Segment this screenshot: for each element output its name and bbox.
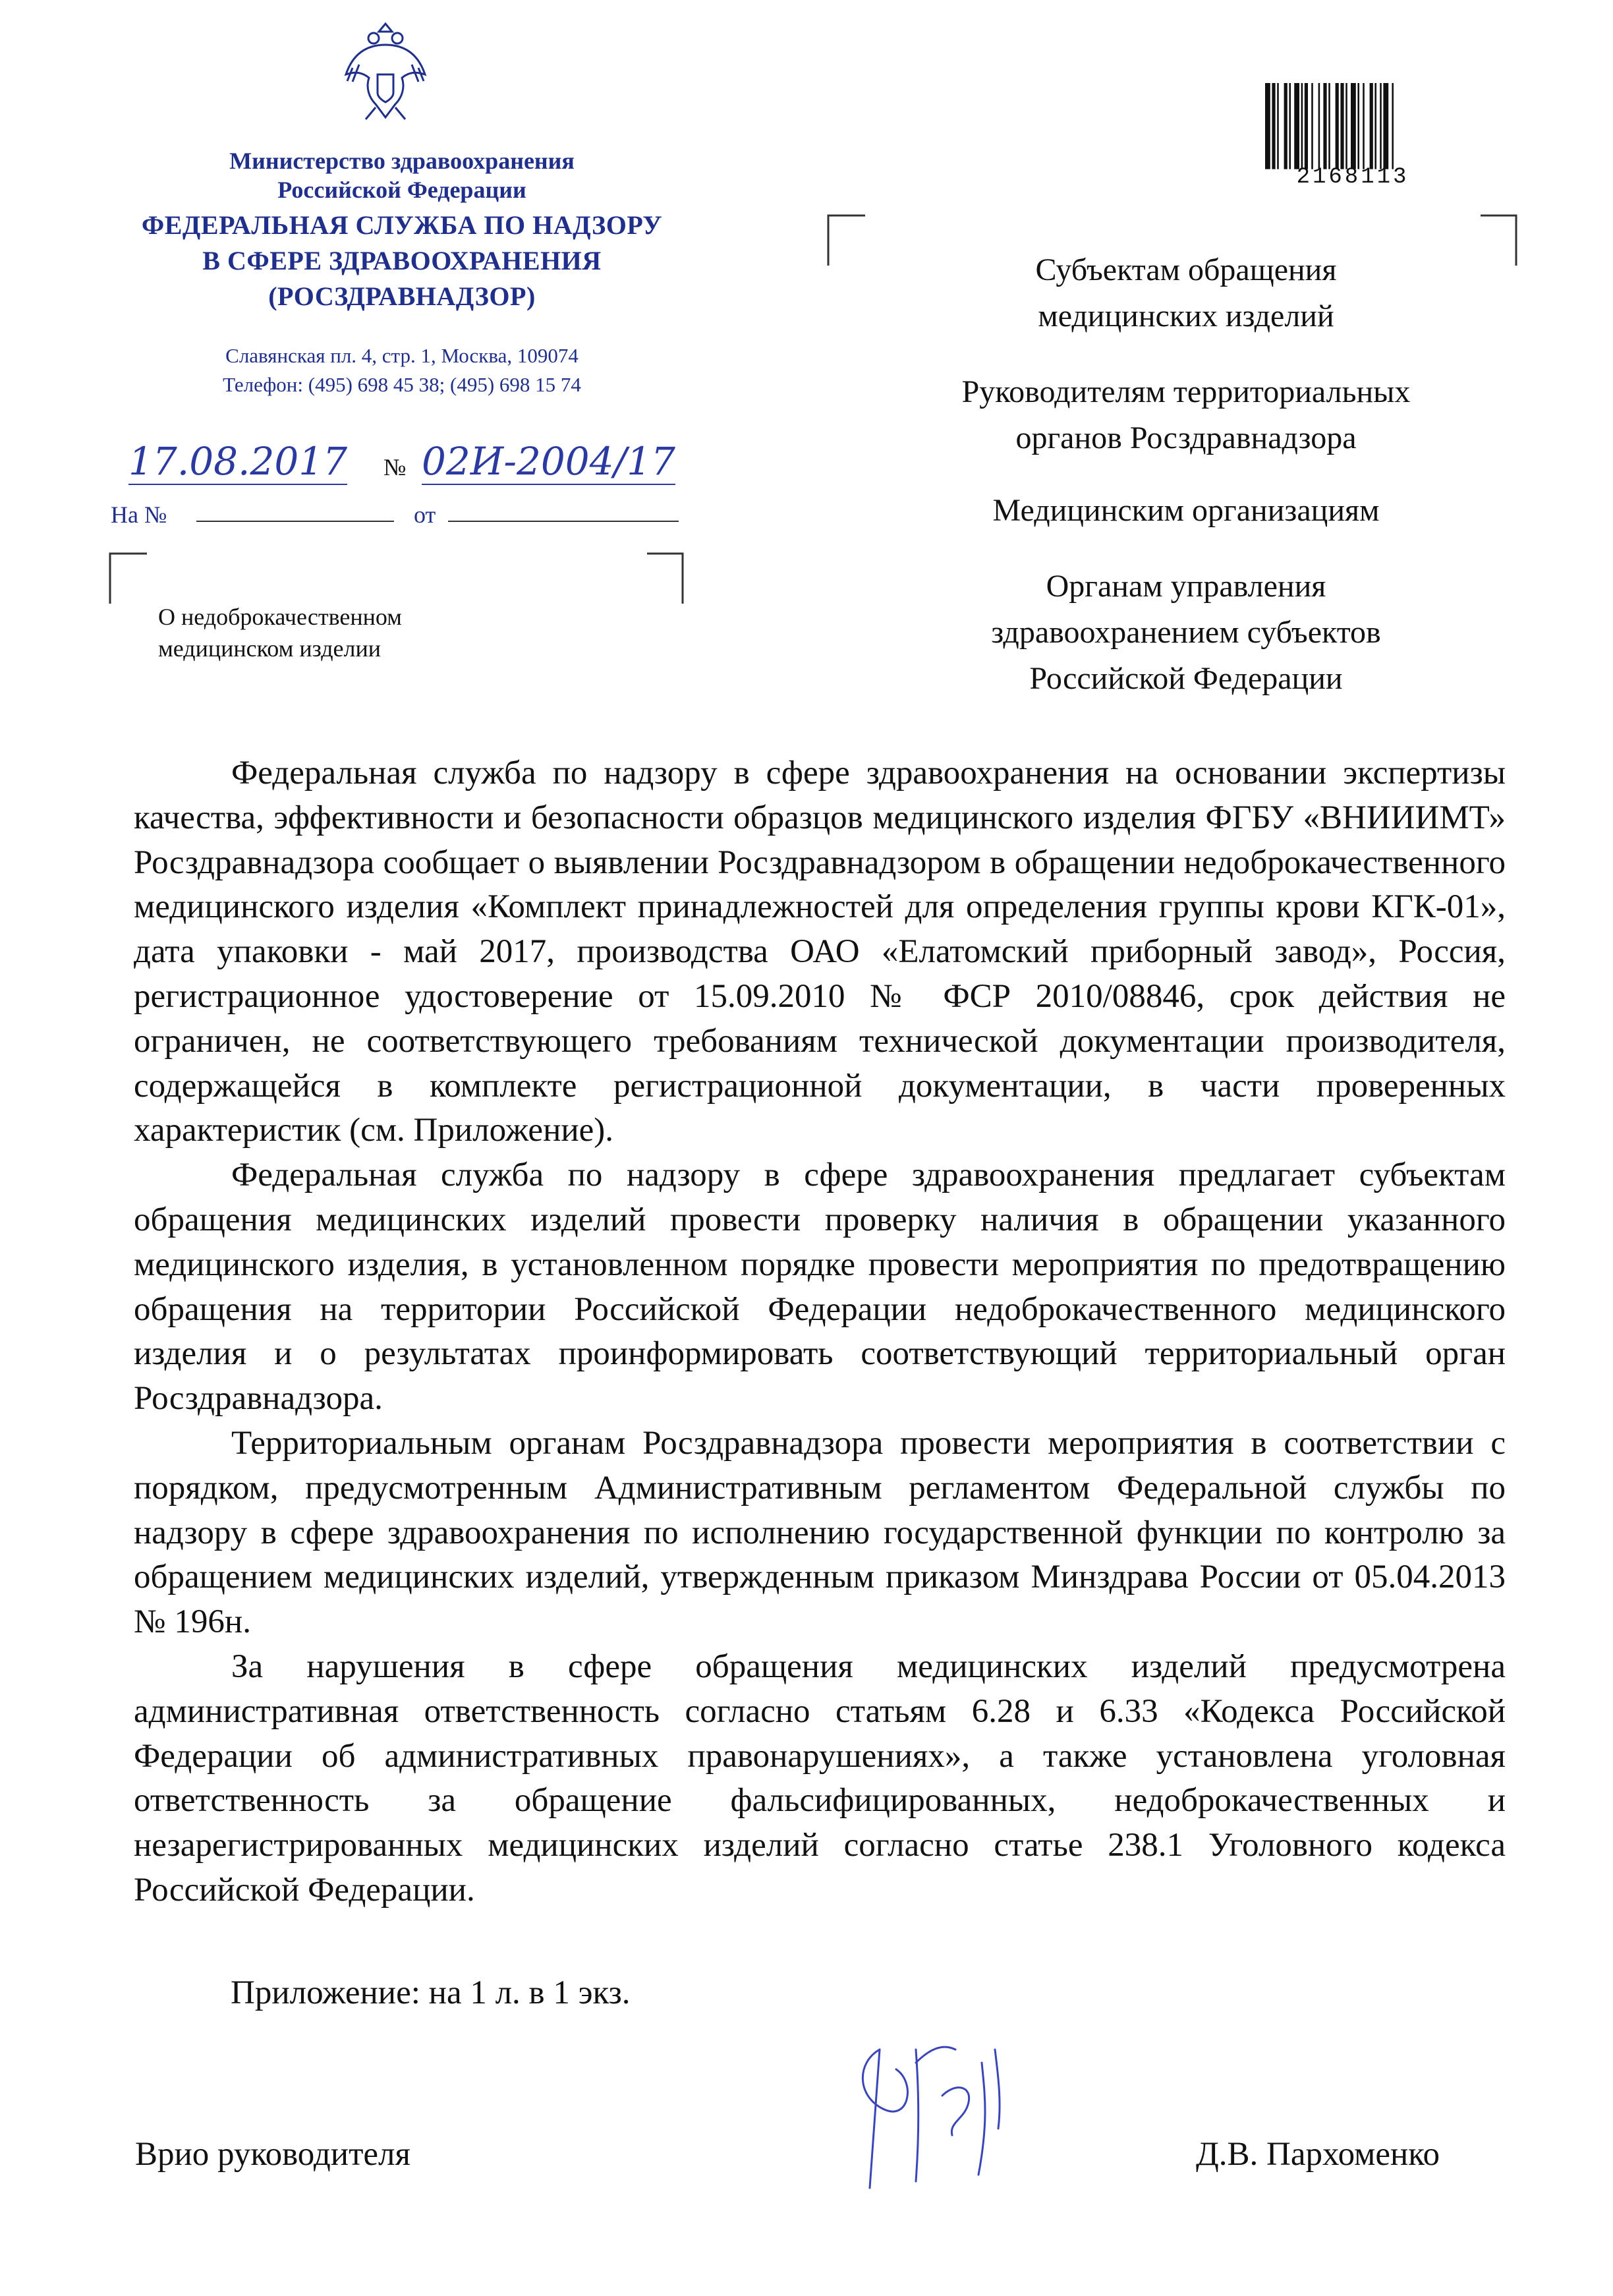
barcode-bar — [1357, 83, 1359, 169]
body-paragraph-2: Федеральная служба по надзору в сфере здравоохранения предлагает субъектам обращения медицинских изделий провести проверку наличия в обращении указанного медицинского изделия, в установленном порядке провести мероприятия по предотвращению обращения на территории Российской Федерации недоброкачественного медицинского изделия и о результатах проинформировать соответствующий территориальный орган Росздравнадзора. — [134, 1157, 1506, 1418]
addressee-1 — [936, 247, 1436, 339]
barcode-bar — [1284, 83, 1288, 169]
addressee-line: Органам управления — [1046, 569, 1326, 604]
subject-bracket-left — [109, 552, 148, 605]
outgoing-number: 02И-2004/17 — [422, 439, 675, 484]
subject-line-1: О недоброкачественном — [158, 604, 402, 630]
addressee-3 — [922, 488, 1450, 534]
ministry-line-1: Министерство здравоохранения — [229, 148, 575, 174]
barcode-bar — [1380, 83, 1382, 169]
letter-subject — [158, 601, 527, 664]
barcode-bar — [1323, 83, 1326, 169]
reply-to-date-line — [448, 521, 679, 522]
barcode-bar — [1265, 83, 1270, 169]
body-paragraph-4: За нарушения в сфере обращения медицинских изделий предусмотрена административная ответственность согласно статьям 6.28 и 6.33 «Кодекса Российской Федерации об административных правонарушениях», а также установлена уголовная ответственность за обращение фальсифицированных, недоброкачественных и незарегистрированных медицинских изделий согласно статье 238.1 Уголовного кодекса Российской Федерации. — [134, 1648, 1506, 1909]
barcode — [1264, 83, 1442, 175]
addressee-line: органов Росздравнадзора — [1015, 420, 1357, 455]
bracket-top-right — [1479, 214, 1519, 267]
number-label: № — [383, 454, 407, 480]
addressee-4 — [936, 563, 1436, 702]
barcode-bar — [1311, 83, 1313, 169]
addressee-line: здравоохранением субъектов — [991, 615, 1381, 650]
barcode-bar — [1392, 83, 1394, 169]
signatory-name: Д.В. Пархоменко — [1196, 2136, 1440, 2173]
barcode-bar — [1318, 83, 1320, 169]
address-line: Славянская пл. 4, стр. 1, Москва, 109074 — [225, 344, 579, 367]
barcode-bar — [1383, 83, 1388, 169]
barcode-bar — [1328, 83, 1330, 169]
barcode-bar — [1305, 83, 1308, 169]
body-paragraph-3: Территориальным органам Росздравнадзора провести мероприятия в соответствии с порядком, предусмотренным Административным регламентом Федеральной службы по надзору в сфере здравоохранения по исполнению государственной функции по контролю за обращением медицинских изделий, утвержденным приказом Минздрава России от 05.04.2013 № 196н. — [134, 1424, 1506, 1641]
barcode-bar — [1374, 83, 1376, 169]
barcode-bar — [1289, 83, 1291, 169]
agency-address — [105, 341, 698, 399]
agency-line-2: В СФЕРЕ ЗДРАВООХРАНЕНИЯ — [202, 246, 602, 275]
barcode-number: 2168113 — [1296, 165, 1409, 190]
barcode-bar — [1272, 83, 1275, 169]
barcode-bar — [1277, 83, 1279, 169]
handwritten-signature — [843, 2023, 1041, 2195]
addressee-2 — [909, 369, 1463, 461]
subject-bracket-right — [646, 552, 685, 605]
addressee-line: Медицинским организациям — [992, 493, 1380, 528]
reply-to-date-label: от — [414, 502, 436, 528]
barcode-bar — [1363, 83, 1365, 169]
signatory-role: Врио руководителя — [135, 2136, 410, 2173]
barcode-bar — [1340, 83, 1344, 169]
barcode-bar — [1345, 83, 1347, 169]
barcode-bar — [1351, 83, 1356, 169]
agency-line-3: (РОСЗДРАВНАДЗОР) — [268, 281, 536, 311]
appendix-note: Приложение: на 1 л. в 1 экз. — [231, 1974, 631, 2011]
barcode-bar — [1370, 83, 1373, 169]
reply-to-number-line — [196, 521, 394, 522]
letter-body — [134, 751, 1506, 1913]
bracket-top-left — [827, 214, 866, 267]
subject-line-2: медицинском изделии — [158, 635, 382, 662]
addressee-line: Субъектам обращения — [1035, 252, 1337, 287]
agency-name — [86, 208, 718, 314]
reply-to-label: На № — [111, 502, 167, 528]
barcode-bar — [1336, 83, 1339, 169]
body-paragraph-1: Федеральная служба по надзору в сфере здравоохранения на основании экспертизы качества, эффективности и безопасности образцов медицинского изделия ФГБУ «ВНИИИМТ» Росздравнадзора сообщает о выявлении Росздравнадзором в обращении недоброкачественного медицинского изделия «Комплект принадлежностей для определения группы крови КГК-01», дата упаковки - май 2017, производства ОАО «Елатомский приборный завод», Россия, регистрационное удостоверение от 15.09.2010 № ФСР 2010/08846, срок действия не ограничен, не соответствующего требованиям технической документации производителя, содержащейся в комплекте регистрационной документации, в части проверенных характеристик (см. Приложение). — [134, 755, 1506, 1149]
coat-of-arms-icon — [339, 18, 432, 124]
outgoing-date: 17.08.2017 — [128, 439, 348, 484]
barcode-bar — [1301, 83, 1303, 169]
agency-line-1: ФЕДЕРАЛЬНАЯ СЛУЖБА ПО НАДЗОРУ — [141, 210, 663, 240]
phone-line: Телефон: (495) 698 45 38; (495) 698 15 74 — [223, 373, 581, 396]
ministry-name — [119, 146, 685, 204]
addressee-line: Руководителям территориальных — [961, 374, 1411, 409]
addressee-line: Российской Федерации — [1029, 661, 1343, 696]
ministry-line-2: Российской Федерации — [277, 177, 526, 203]
barcode-bar — [1294, 83, 1299, 169]
addressee-line: медицинских изделий — [1038, 299, 1334, 333]
